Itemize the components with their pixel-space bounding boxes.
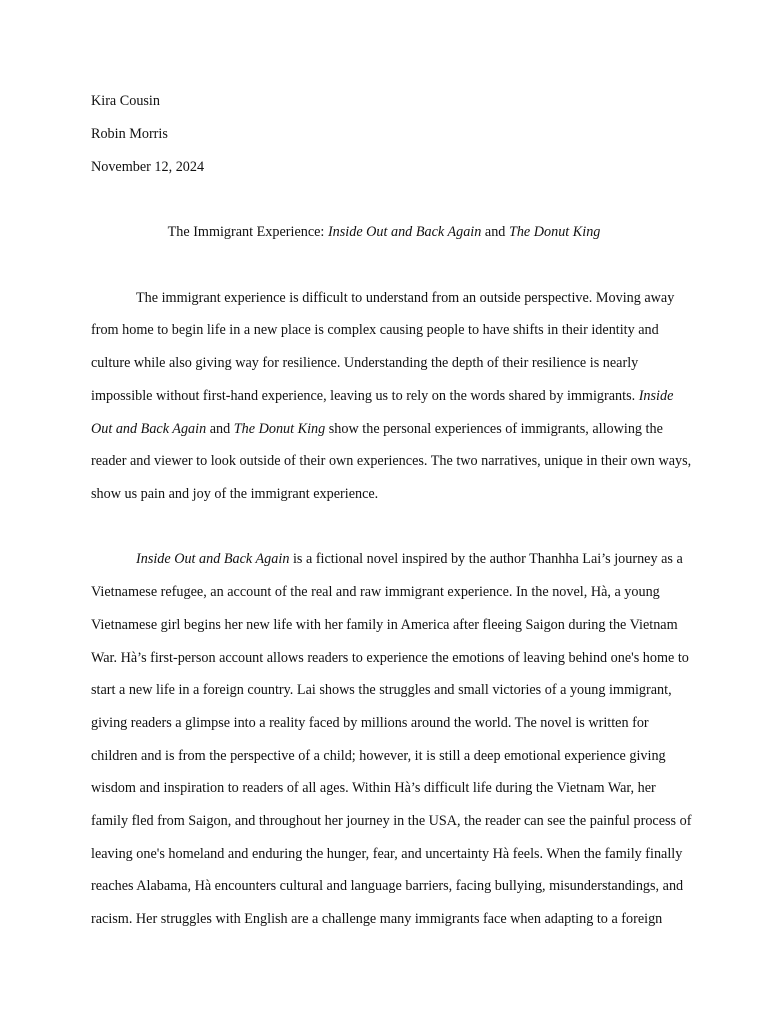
essay-date: November 12, 2024 bbox=[91, 159, 205, 175]
line-text: and bbox=[206, 421, 234, 437]
paragraph-line: family fled from Saigon, and throughout her journey in the USA, the reader can see the painful process of bbox=[91, 813, 692, 829]
paragraph-line: reaches Alabama, Hà encounters cultural and language barriers, facing bullying, misunderstandings, and bbox=[91, 878, 684, 894]
paragraph-line: children and is from the perspective of a child; however, it is still a deep emotional experience giving bbox=[91, 748, 666, 764]
paragraph-line: giving readers a glimpse into a reality faced by millions around the world. The novel is written for bbox=[91, 715, 649, 731]
title-conjunction: and bbox=[481, 224, 509, 240]
line-text: impossible without first-hand experience, leaving us to rely on the words shared by immigrants. bbox=[91, 388, 639, 404]
paragraph-line: reader and viewer to look outside of their own experiences. The two narratives, unique in their own ways, bbox=[91, 453, 692, 469]
film-title-italic: The Donut King bbox=[233, 421, 326, 437]
paragraph-line: racism. Her struggles with English are a challenge many immigrants face when adapting to a foreign bbox=[91, 911, 663, 927]
paragraph-line: leaving one's homeland and enduring the hunger, fear, and uncertainty Hà feels. When the family finally bbox=[91, 846, 683, 862]
paragraph-line bbox=[91, 387, 673, 405]
student-name: Kira Cousin bbox=[91, 93, 160, 109]
title-film: The Donut King bbox=[508, 224, 601, 240]
paragraph-line bbox=[136, 550, 683, 568]
instructor-name: Robin Morris bbox=[91, 126, 168, 142]
paragraph-line: start a new life in a foreign country. Lai shows the struggles and small victories of a young immigrant, bbox=[91, 682, 672, 698]
line-text: is a fictional novel inspired by the author Thanhha Lai’s journey as a bbox=[289, 551, 683, 567]
title-prefix: The Immigrant Experience: bbox=[167, 224, 328, 240]
essay-title bbox=[0, 223, 768, 241]
paragraph-line: wisdom and inspiration to readers of all ages. Within Hà’s difficult life during the Vietnam War, her bbox=[91, 780, 656, 796]
paragraph-line bbox=[91, 420, 663, 438]
title-book: Inside Out and Back Again bbox=[327, 224, 482, 240]
paragraph-line: The immigrant experience is difficult to understand from an outside perspective. Moving away bbox=[136, 290, 675, 306]
paragraph-line: from home to begin life in a new place is complex causing people to have shifts in their identity and bbox=[91, 322, 659, 338]
paragraph-line: Vietnamese girl begins her new life with her family in America after fleeing Saigon during the Vietnam bbox=[91, 617, 678, 633]
paragraph-line: show us pain and joy of the immigrant experience. bbox=[91, 486, 379, 502]
book-title-italic: Inside bbox=[638, 388, 674, 404]
paragraph-line: War. Hà’s first-person account allows readers to experience the emotions of leaving behind one's home to bbox=[91, 650, 689, 666]
paragraph-line: culture while also giving way for resilience. Understanding the depth of their resilience is nearly bbox=[91, 355, 639, 371]
line-text: show the personal experiences of immigrants, allowing the bbox=[325, 421, 663, 437]
book-title-italic: Inside Out and Back Again bbox=[136, 551, 290, 567]
book-title-italic: Out and Back Again bbox=[91, 421, 207, 437]
paragraph-line: Vietnamese refugee, an account of the real and raw immigrant experience. In the novel, Hà, a young bbox=[91, 584, 660, 600]
